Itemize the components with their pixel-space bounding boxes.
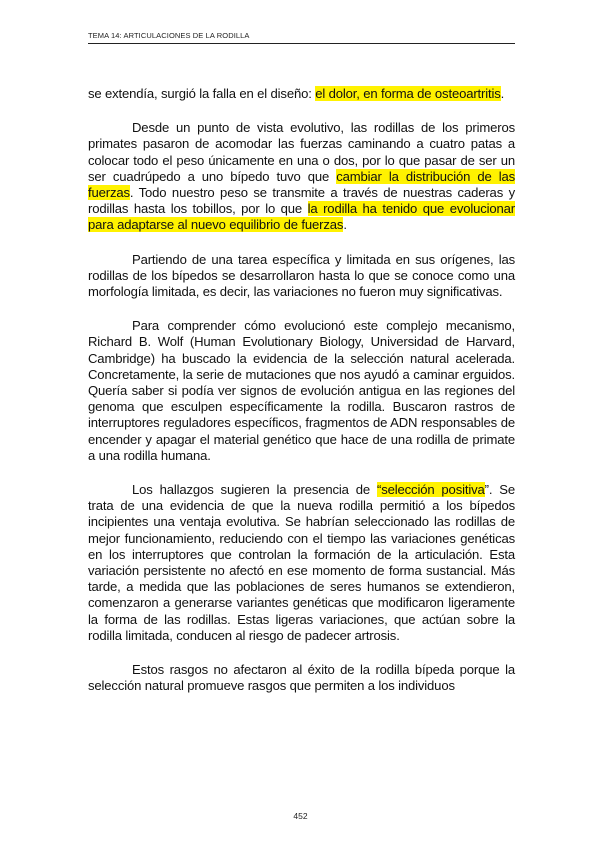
highlighted-text: el dolor, en forma de osteoartritis xyxy=(315,86,501,101)
page-header: TEMA 14: ARTICULACIONES DE LA RODILLA xyxy=(88,31,515,44)
paragraph-4 xyxy=(88,318,515,464)
paragraph-3 xyxy=(88,252,515,301)
text-segment: Estos rasgos no afectaron al éxito de la rodilla bípeda porque la selección natural promueve rasgos que permiten a los individuos xyxy=(88,662,515,694)
highlighted-text: la rodilla ha tenido que evolucionar para adaptarse al nuevo equilibrio de fuerzas xyxy=(88,201,516,233)
page-number: 452 xyxy=(293,811,308,821)
text-segment: Desde un punto de vista evolutivo, las rodillas de los primeros primates pasaron de acomodar las fuerzas caminando a cuatro patas a colocar todo el peso únicamente en una o dos, por lo que pasar de ser un ser cuadrúpedo a uno bípedo tuvo que xyxy=(88,120,515,184)
paragraph-1 xyxy=(88,86,515,102)
text-segment: Para comprender cómo evolucionó este complejo mecanismo, Richard B. Wolf (Human Evolutionary Biology, Universidad de Harvard, Cambridge) ha buscado la evidencia de la selección natural acelerada. Concretamente, la serie de mutaciones que nos ayudó a caminar erguidos. Quería saber si podía ver signos de evolución antigua en las regiones del genoma que esculpen específicamente la rodilla. Buscaron rastros de interruptores reguladores específicos, fragmentos de ADN responsables de encender y apagar el material genético que hace de una rodilla de primate a una rodilla humana. xyxy=(88,318,515,463)
text-segment: . xyxy=(500,86,505,101)
highlighted-text: cambiar la distribución de las fuerzas xyxy=(88,168,515,201)
highlighted-text: “selección positiva xyxy=(377,482,485,498)
page-body xyxy=(88,86,515,695)
text-segment: . Todo nuestro peso se transmite a través de nuestras caderas y rodillas hasta los tobillos, por lo que xyxy=(88,185,515,217)
paragraph-6 xyxy=(88,662,515,694)
text-segment: Partiendo de una tarea específica y limitada en sus orígenes, las rodillas de los bípedos se desarrollaron hasta lo que se conoce como una morfología limitada, es decir, las variaciones no fueron muy significativas. xyxy=(88,251,515,300)
text-segment: Los hallazgos sugieren la presencia de xyxy=(132,482,378,498)
paragraph-2 xyxy=(88,120,515,233)
text-segment: se extendía, surgió la falla en el diseño: xyxy=(88,86,316,101)
paragraph-5 xyxy=(88,482,515,644)
text-segment: ”. Se trata de una evidencia de que la nueva rodilla permitió a los bípedos incipientes una ventaja evolutiva. Se habrían seleccionado las rodillas de mejor funcionamiento, reduciendo con el tiempo las variaciones genéticas en los interruptores que controlan la formación de la articulación. Esta variación persistente no afectó en ese momento de forma sustancial. Más tarde, a medida que las poblaciones de seres humanos se extendieron, comenzaron a generarse variantes genéticas que modificaron ligeramente la forma de las rodillas. Estas ligeras variaciones, que actúan sobre la rodilla limitada, conducen al riesgo de padecer artrosis. xyxy=(88,482,515,643)
text-segment: . xyxy=(343,217,347,233)
